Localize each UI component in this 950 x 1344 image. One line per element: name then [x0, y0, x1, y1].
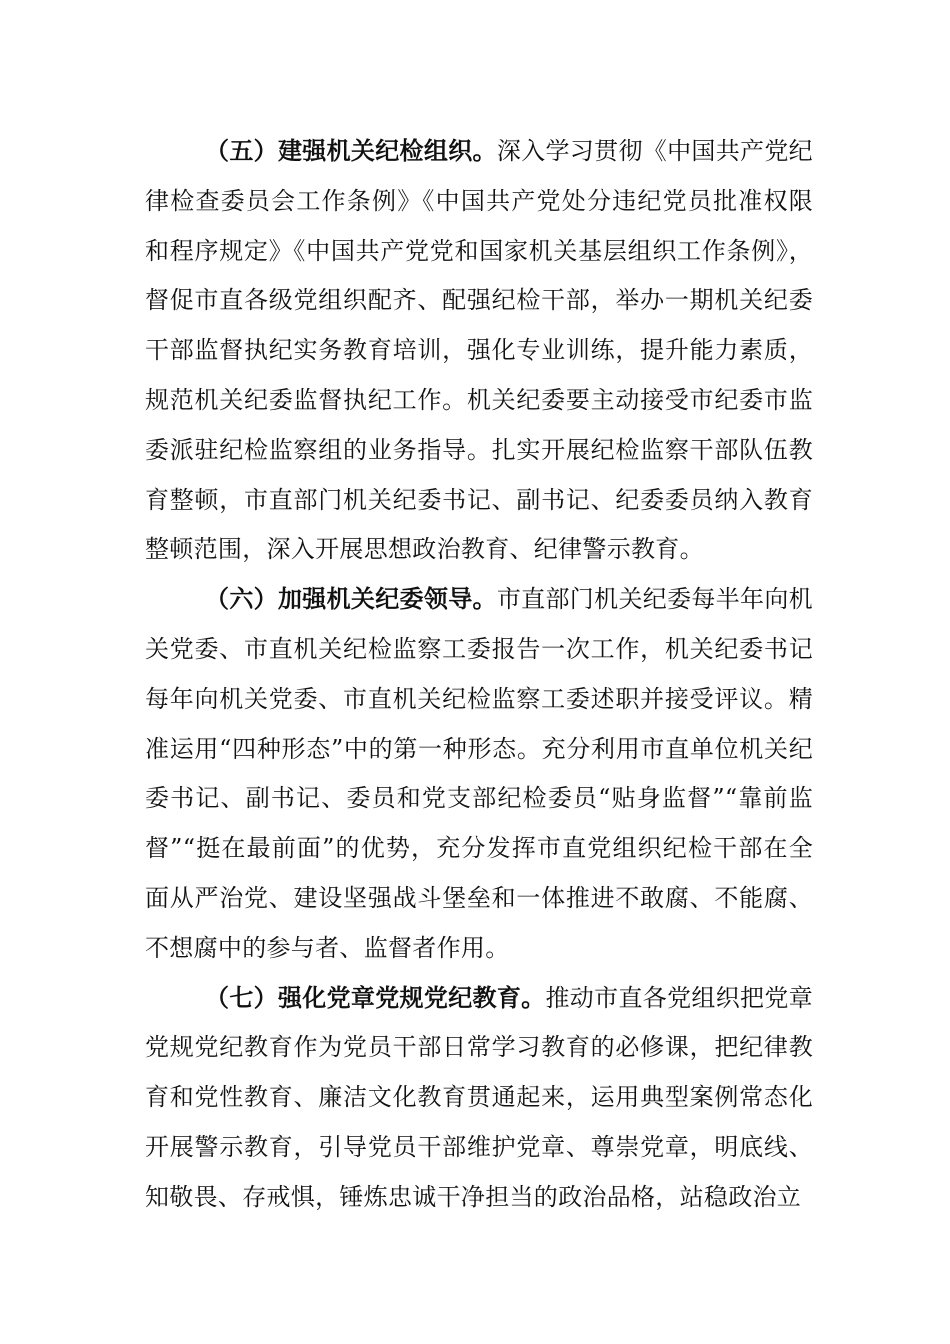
paragraph-5 [145, 127, 813, 575]
paragraph-5-text: 深入学习贯彻《中国共产党纪律检查委员会工作条例》《中国共产党处分违纪党员批准权限和程序规定》《中国共产党党和国家机关基层组织工作条例》，督促市直各级党组织配齐、配强纪检干部，举办一期机关纪委干部监督执纪实务教育培训，强化专业训练，提升能力素质，规范机关纪委监督执纪工作。机关纪委要主动接受市纪委市监委派驻纪检监察组的业务指导。扎实开展纪检监察干部队伍教育整顿，市直部门机关纪委书记、副书记、纪委委员纳入教育整顿范围，深入开展思想政治教育、纪律警示教育。 [145, 137, 813, 564]
paragraph-5-heading: （五）建强机关纪检组织。 [205, 137, 497, 165]
document-page [145, 127, 813, 1223]
paragraph-6 [145, 575, 813, 973]
paragraph-7-text: 推动市直各党组织把党章党规党纪教育作为党员干部日常学习教育的必修课，把纪律教育和党性教育、廉洁文化教育贯通起来，运用典型案例常态化开展警示教育，引导党员干部维护党章、尊崇党章，明底线、知敬畏、存戒惧，锤炼忠诚干净担当的政治品格，站稳政治立 [145, 983, 813, 1211]
paragraph-6-text: 市直部门机关纪委每半年向机关党委、市直机关纪检监察工委报告一次工作，机关纪委书记每年向机关党委、市直机关纪检监察工委述职并接受评议。精准运用“四种形态”中的第一种形态。充分利用市直单位机关纪委书记、副书记、委员和党支部纪检委员“贴身监督”“靠前监督”“挺在最前面”的优势，充分发挥市直党组织纪检干部在全面从严治党、建设坚强战斗堡垒和一体推进不敢腐、不能腐、不想腐中的参与者、监督者作用。 [145, 585, 813, 962]
paragraph-7 [145, 974, 813, 1223]
paragraph-6-heading: （六）加强机关纪委领导。 [205, 585, 497, 614]
paragraph-7-heading: （七）强化党章党规党纪教育。 [205, 983, 546, 1012]
